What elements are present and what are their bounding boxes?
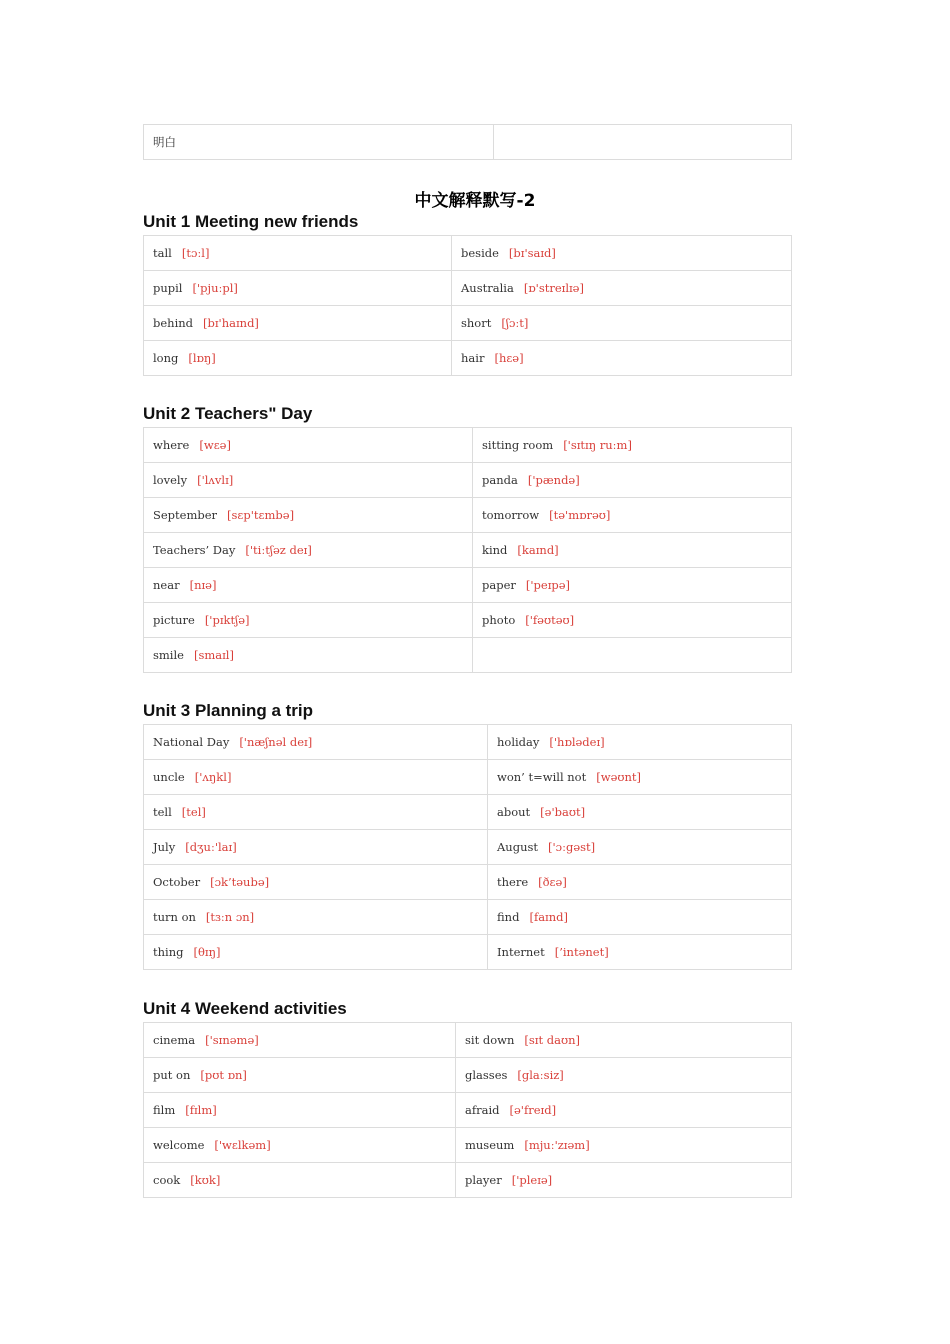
phonetic: [kʊk] xyxy=(190,1173,221,1187)
table-cell xyxy=(473,498,792,533)
phonetic: ['pjuːpl] xyxy=(192,281,238,295)
phonetic: ['hɒlədeɪ] xyxy=(549,735,605,749)
word: National Day xyxy=(153,735,230,749)
table-row xyxy=(144,236,792,271)
word: player xyxy=(465,1173,502,1187)
phonetic: [ɔk’təubə] xyxy=(210,875,270,889)
word: Teachers’ Day xyxy=(153,543,236,557)
table-cell xyxy=(144,1093,456,1128)
table-cell xyxy=(473,568,792,603)
table-row xyxy=(144,865,792,900)
word: sitting room xyxy=(482,438,554,452)
phonetic: [ɒ'streɪlɪə] xyxy=(523,281,584,295)
table-cell xyxy=(452,306,792,341)
phonetic: ['ɔːgəst] xyxy=(548,840,596,854)
phonetic: [mjuː'zɪəm] xyxy=(524,1138,590,1152)
table-cell xyxy=(473,638,792,673)
word: smile xyxy=(153,648,184,662)
phonetic: [wəʊnt] xyxy=(596,770,642,784)
vocab-table xyxy=(143,724,792,970)
phonetic: [sɛp'tɛmbə] xyxy=(227,508,295,522)
table-cell xyxy=(473,428,792,463)
page-title: 中文解释默写-2 xyxy=(414,191,536,211)
word: photo xyxy=(482,613,516,627)
word: August xyxy=(497,840,539,854)
phonetic: ['pɪktʃə] xyxy=(204,613,250,627)
word: won’ t=will not xyxy=(497,770,587,784)
phonetic: [lɒŋ] xyxy=(188,351,216,365)
word: where xyxy=(153,438,190,452)
phonetic: ['wɛlkəm] xyxy=(214,1138,271,1152)
phonetic: [θɪŋ] xyxy=(193,945,221,959)
word: picture xyxy=(153,613,195,627)
table-cell xyxy=(144,236,452,271)
table-cell xyxy=(144,935,488,970)
phonetic: [tɜːn ɔn] xyxy=(205,910,255,924)
phonetic: ['sɪtɪŋ ruːm] xyxy=(563,438,632,452)
phonetic: [ə'baʊt] xyxy=(540,805,586,819)
phonetic: [smaɪl] xyxy=(193,648,234,662)
table-cell xyxy=(456,1058,792,1093)
phonetic: [tɔːl] xyxy=(181,246,210,260)
table-cell xyxy=(494,125,792,160)
phonetic: [ə'freɪd] xyxy=(509,1103,557,1117)
table-cell xyxy=(144,271,452,306)
word: 明白 xyxy=(153,135,176,149)
phonetic: ['pleɪə] xyxy=(511,1173,553,1187)
phonetic: [ʃɔːt] xyxy=(501,316,529,330)
table-cell xyxy=(144,125,494,160)
phonetic: [glaːsiz] xyxy=(517,1068,564,1082)
phonetic: [wɛə] xyxy=(199,438,231,452)
table-cell xyxy=(144,638,473,673)
phonetic: [ðɛə] xyxy=(538,875,567,889)
word: short xyxy=(461,316,492,330)
table-cell xyxy=(144,1163,456,1198)
word: kind xyxy=(482,543,508,557)
table-row xyxy=(144,1023,792,1058)
table-cell xyxy=(452,341,792,376)
table-cell xyxy=(144,725,488,760)
phonetic: [kaɪnd] xyxy=(517,543,559,557)
word: put on xyxy=(153,1068,191,1082)
table-row xyxy=(144,271,792,306)
word: July xyxy=(153,840,176,854)
table-cell xyxy=(452,271,792,306)
table-row xyxy=(144,1093,792,1128)
word: find xyxy=(497,910,520,924)
table-cell xyxy=(488,725,792,760)
vocab-table xyxy=(143,1022,792,1198)
word: Australia xyxy=(461,281,514,295)
table-cell xyxy=(488,830,792,865)
table-row xyxy=(144,830,792,865)
phonetic: ['pændə] xyxy=(527,473,580,487)
table-cell xyxy=(144,498,473,533)
word: thing xyxy=(153,945,184,959)
table-cell xyxy=(473,603,792,638)
phonetic: [dʒuː'laɪ] xyxy=(185,840,237,854)
word: pupil xyxy=(153,281,183,295)
table-row xyxy=(144,638,792,673)
vocab-table xyxy=(143,235,792,376)
table-cell xyxy=(144,795,488,830)
table-row xyxy=(144,1163,792,1198)
table-cell xyxy=(473,533,792,568)
word: tell xyxy=(153,805,172,819)
table-row xyxy=(144,341,792,376)
table-cell xyxy=(452,236,792,271)
phonetic: [’intənet] xyxy=(554,945,609,959)
phonetic: [bɪ'haɪnd] xyxy=(203,316,259,330)
phonetic: [tə'mɒrəʊ] xyxy=(549,508,611,522)
word: welcome xyxy=(153,1138,205,1152)
phonetic: [nɪə] xyxy=(189,578,217,592)
table-cell xyxy=(144,1058,456,1093)
phonetic: [pʊt ɒn] xyxy=(200,1068,247,1082)
word: hair xyxy=(461,351,485,365)
phonetic: ['lʌvlɪ] xyxy=(197,473,234,487)
table-cell xyxy=(488,760,792,795)
word: behind xyxy=(153,316,194,330)
table-cell xyxy=(456,1023,792,1058)
table-row xyxy=(144,795,792,830)
table-row xyxy=(144,306,792,341)
table-cell xyxy=(144,830,488,865)
phonetic: [tel] xyxy=(181,805,206,819)
word: beside xyxy=(461,246,499,260)
word: lovely xyxy=(153,473,188,487)
unit-heading: Unit 3 Planning a trip xyxy=(143,701,314,720)
table-cell xyxy=(456,1163,792,1198)
table-cell xyxy=(144,1023,456,1058)
phonetic: [faɪnd] xyxy=(529,910,568,924)
word: uncle xyxy=(153,770,185,784)
table-row xyxy=(144,900,792,935)
word: glasses xyxy=(465,1068,508,1082)
word: long xyxy=(153,351,179,365)
table-row xyxy=(144,1058,792,1093)
word: September xyxy=(153,508,218,522)
table-row xyxy=(144,498,792,533)
phonetic: [sɪt daʊn] xyxy=(524,1033,580,1047)
table-cell xyxy=(488,865,792,900)
table-row xyxy=(144,760,792,795)
table-row xyxy=(144,935,792,970)
table-row xyxy=(144,603,792,638)
phonetic: ['tiːtʃəz deɪ] xyxy=(245,543,312,557)
word: there xyxy=(497,875,529,889)
word: panda xyxy=(482,473,518,487)
table-row xyxy=(144,533,792,568)
table-row xyxy=(144,463,792,498)
word: October xyxy=(153,875,201,889)
word: tomorrow xyxy=(482,508,540,522)
unit-heading: Unit 2 Teachers" Day xyxy=(143,404,313,423)
phonetic: [bɪ'saɪd] xyxy=(508,246,556,260)
table-row xyxy=(144,568,792,603)
table-cell xyxy=(456,1093,792,1128)
word: museum xyxy=(465,1138,515,1152)
word: cook xyxy=(153,1173,181,1187)
word: afraid xyxy=(465,1103,500,1117)
vocab-table xyxy=(143,427,792,673)
phonetic: ['næʃnəl deɪ] xyxy=(239,735,313,749)
word: tall xyxy=(153,246,172,260)
table-cell xyxy=(473,463,792,498)
word: cinema xyxy=(153,1033,196,1047)
table-cell xyxy=(144,900,488,935)
top-table xyxy=(143,124,792,160)
table-cell xyxy=(144,306,452,341)
table-row xyxy=(144,1128,792,1163)
word: film xyxy=(153,1103,176,1117)
phonetic: ['fəʊtəʊ] xyxy=(525,613,575,627)
word: paper xyxy=(482,578,516,592)
word: near xyxy=(153,578,180,592)
table-cell xyxy=(144,428,473,463)
table-cell xyxy=(144,865,488,900)
table-cell xyxy=(488,795,792,830)
phonetic: [hɛə] xyxy=(494,351,524,365)
table-row xyxy=(144,725,792,760)
phonetic: ['peɪpə] xyxy=(525,578,571,592)
word: holiday xyxy=(497,735,540,749)
table-cell xyxy=(144,603,473,638)
unit-heading: Unit 1 Meeting new friends xyxy=(143,212,359,231)
word: about xyxy=(497,805,531,819)
phonetic: ['ʌŋkl] xyxy=(194,770,232,784)
table-cell xyxy=(144,533,473,568)
table-row xyxy=(144,428,792,463)
phonetic: [fɪlm] xyxy=(185,1103,217,1117)
unit-heading: Unit 4 Weekend activities xyxy=(143,999,347,1018)
table-cell xyxy=(144,1128,456,1163)
table-cell xyxy=(144,760,488,795)
phonetic: ['sɪnəmə] xyxy=(205,1033,259,1047)
word: Internet xyxy=(497,945,545,959)
table-row xyxy=(144,125,792,160)
table-cell xyxy=(456,1128,792,1163)
table-cell xyxy=(144,341,452,376)
table-cell xyxy=(144,568,473,603)
table-cell xyxy=(144,463,473,498)
word: turn on xyxy=(153,910,196,924)
table-cell xyxy=(488,935,792,970)
table-cell xyxy=(488,900,792,935)
word: sit down xyxy=(465,1033,515,1047)
